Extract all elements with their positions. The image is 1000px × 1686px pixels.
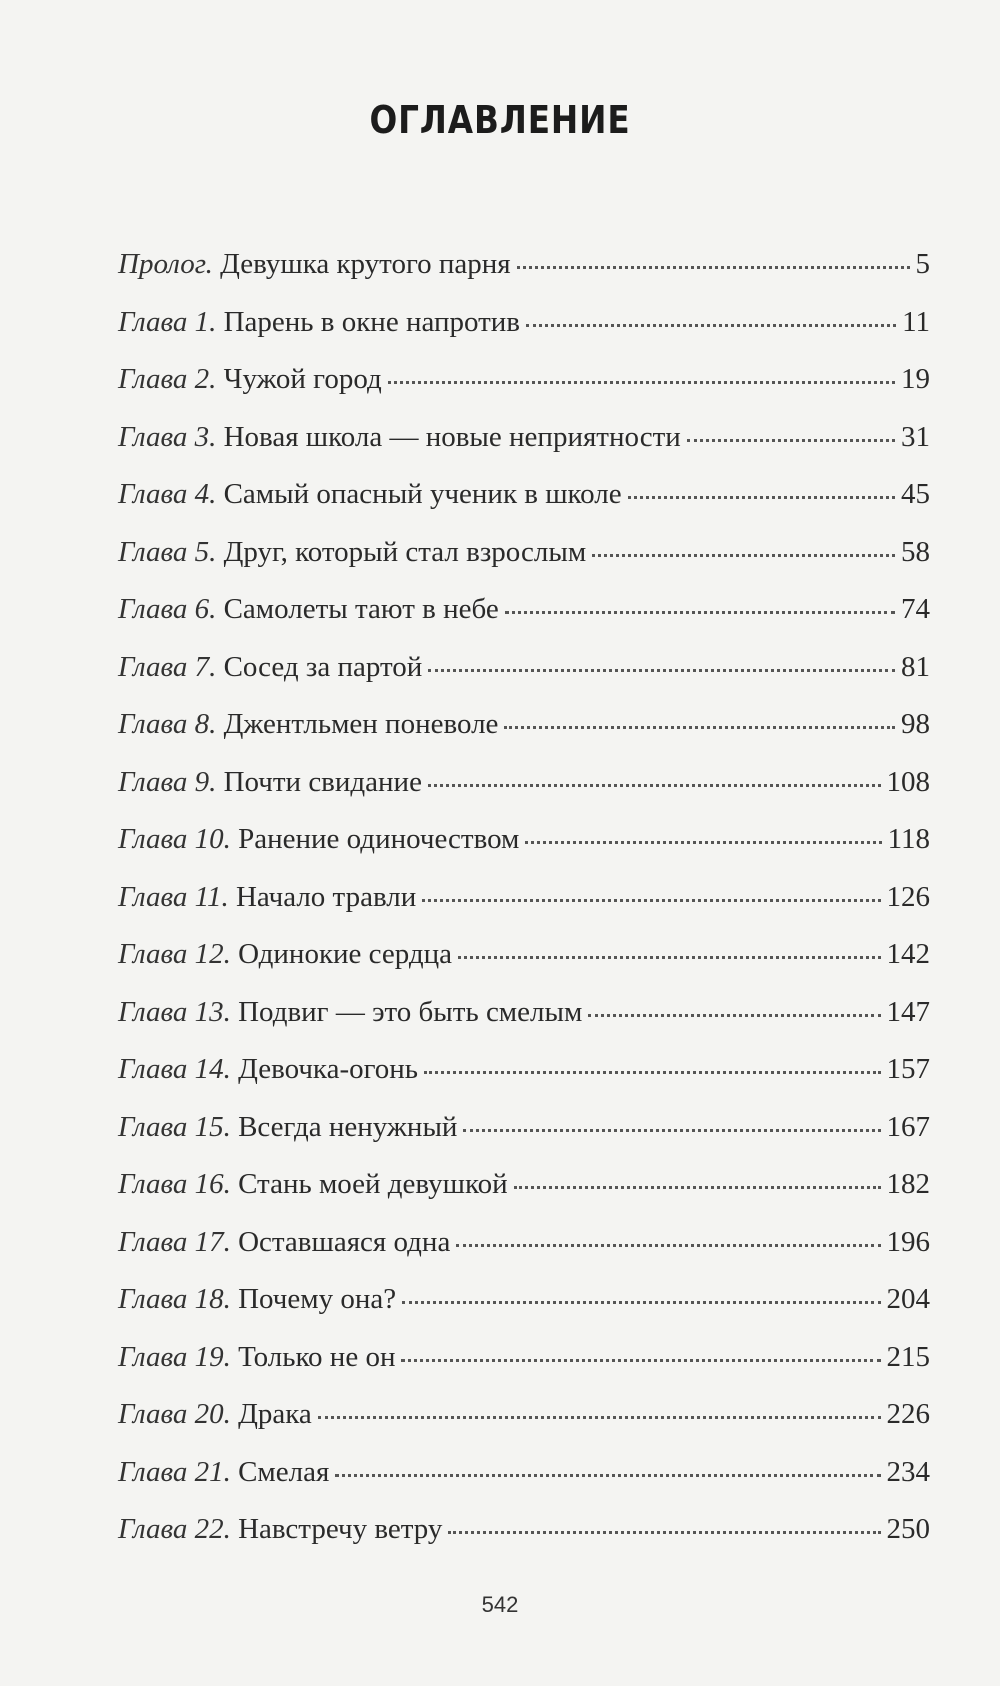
entry-page-number: 157 bbox=[886, 1053, 930, 1085]
entry-page-number: 5 bbox=[915, 248, 930, 280]
entry-label: Глава 4. bbox=[118, 478, 217, 510]
dot-leader bbox=[517, 265, 910, 269]
entry-title: Самолеты тают в небе bbox=[223, 593, 499, 625]
entry-page-number: 11 bbox=[902, 305, 930, 338]
dot-leader bbox=[463, 1128, 880, 1132]
entry-title: Самый опасный ученик в школе bbox=[223, 478, 622, 510]
toc-entry bbox=[118, 1271, 930, 1329]
entry-title: Всегда ненужный bbox=[238, 1110, 458, 1143]
dot-leader bbox=[388, 380, 895, 384]
dot-leader bbox=[402, 1300, 880, 1304]
dot-leader bbox=[526, 323, 896, 327]
entry-page-number: 196 bbox=[886, 1225, 930, 1258]
entry-title: Стань моей девушкой bbox=[238, 1168, 508, 1200]
entry-label: Глава 15. bbox=[118, 1110, 231, 1143]
dot-leader bbox=[687, 438, 895, 442]
dot-leader bbox=[458, 955, 880, 959]
dot-leader bbox=[428, 783, 881, 787]
dot-leader bbox=[335, 1473, 880, 1477]
dot-leader bbox=[318, 1415, 881, 1419]
entry-page-number: 45 bbox=[901, 478, 930, 510]
toc-entry bbox=[118, 1099, 930, 1157]
entry-title: Смелая bbox=[238, 1455, 330, 1488]
entry-page-number: 108 bbox=[886, 765, 930, 798]
toc-entry bbox=[118, 466, 930, 524]
toc-entry bbox=[118, 1041, 930, 1099]
toc-entry bbox=[118, 236, 930, 294]
entry-title: Одинокие сердца bbox=[238, 938, 453, 970]
toc-entry bbox=[118, 1386, 930, 1444]
entry-title: Почти свидание bbox=[223, 765, 422, 798]
dot-leader bbox=[424, 1070, 880, 1074]
toc-entry bbox=[118, 1214, 930, 1272]
page-number-footer: 542 bbox=[481, 1592, 519, 1617]
entry-page-number: 167 bbox=[886, 1110, 930, 1143]
entry-label: Глава 12. bbox=[118, 938, 231, 970]
dot-leader bbox=[514, 1185, 881, 1189]
dot-leader bbox=[422, 898, 880, 902]
toc-entry bbox=[118, 754, 930, 812]
entry-page-number: 234 bbox=[886, 1455, 930, 1488]
entry-title: Джентльмен поневоле bbox=[223, 708, 499, 740]
entry-title: Новая школа — новые неприятности bbox=[223, 420, 681, 453]
entry-label: Глава 13. bbox=[118, 995, 231, 1028]
entry-page-number: 31 bbox=[901, 420, 930, 453]
toc-entry bbox=[118, 926, 930, 984]
entry-label: Глава 21. bbox=[118, 1455, 231, 1488]
toc-entry bbox=[118, 1501, 930, 1559]
table-of-contents bbox=[118, 236, 930, 1559]
entry-title: Начало травли bbox=[235, 880, 417, 913]
page-title: ОГЛАВЛЕНИЕ bbox=[369, 98, 631, 142]
entry-page-number: 74 bbox=[901, 593, 930, 625]
entry-page-number: 204 bbox=[886, 1283, 930, 1315]
entry-title: Девочка-огонь bbox=[238, 1053, 419, 1085]
dot-leader bbox=[592, 553, 895, 557]
entry-title: Почему она? bbox=[238, 1283, 397, 1315]
entry-page-number: 142 bbox=[886, 938, 930, 970]
entry-title: Сосед за партой bbox=[223, 650, 423, 683]
dot-leader bbox=[505, 610, 895, 614]
entry-page-number: 147 bbox=[886, 995, 930, 1028]
entry-title: Девушка крутого парня bbox=[220, 248, 511, 280]
toc-entry bbox=[118, 639, 930, 697]
entry-title: Ранение одиночеством bbox=[238, 823, 520, 855]
entry-label: Глава 1. bbox=[118, 305, 217, 338]
dot-leader bbox=[456, 1243, 880, 1247]
entry-label: Глава 5. bbox=[118, 535, 217, 568]
entry-label: Глава 2. bbox=[118, 363, 217, 395]
dot-leader bbox=[428, 668, 895, 672]
entry-title: Только не он bbox=[238, 1340, 396, 1373]
entry-label: Глава 7. bbox=[118, 650, 217, 683]
entry-title: Чужой город bbox=[223, 363, 382, 395]
toc-entry bbox=[118, 869, 930, 927]
entry-label: Глава 19. bbox=[118, 1340, 231, 1373]
entry-page-number: 215 bbox=[886, 1340, 930, 1373]
entry-page-number: 226 bbox=[886, 1398, 930, 1430]
dot-leader bbox=[401, 1358, 880, 1362]
dot-leader bbox=[525, 840, 881, 844]
toc-entry bbox=[118, 1444, 930, 1502]
entry-title: Драка bbox=[238, 1398, 312, 1430]
entry-label: Глава 10. bbox=[118, 823, 231, 855]
entry-title: Парень в окне напротив bbox=[223, 305, 520, 338]
toc-entry bbox=[118, 696, 930, 754]
entry-page-number: 126 bbox=[886, 880, 930, 913]
entry-label: Глава 6. bbox=[118, 593, 217, 625]
toc-entry bbox=[118, 294, 930, 352]
toc-entry bbox=[118, 409, 930, 467]
entry-label: Глава 20. bbox=[118, 1398, 231, 1430]
toc-entry bbox=[118, 1329, 930, 1387]
toc-entry bbox=[118, 811, 930, 869]
toc-entry bbox=[118, 1156, 930, 1214]
entry-label: Глава 11. bbox=[118, 880, 229, 913]
entry-title: Оставшаяся одна bbox=[238, 1225, 451, 1258]
dot-leader bbox=[628, 495, 895, 499]
entry-page-number: 250 bbox=[886, 1513, 930, 1545]
entry-page-number: 118 bbox=[887, 823, 930, 855]
entry-page-number: 19 bbox=[901, 363, 930, 395]
entry-label: Глава 3. bbox=[118, 420, 217, 453]
toc-entry bbox=[118, 581, 930, 639]
entry-label: Глава 9. bbox=[118, 765, 217, 798]
entry-label: Глава 8. bbox=[118, 708, 217, 740]
toc-entry bbox=[118, 984, 930, 1042]
entry-title: Подвиг — это быть смелым bbox=[238, 995, 583, 1028]
entry-label: Глава 14. bbox=[118, 1053, 231, 1085]
entry-label: Глава 18. bbox=[118, 1283, 231, 1315]
entry-page-number: 98 bbox=[901, 708, 930, 740]
entry-label: Глава 17. bbox=[118, 1225, 231, 1258]
dot-leader bbox=[588, 1013, 880, 1017]
entry-label: Глава 16. bbox=[118, 1168, 231, 1200]
toc-entry bbox=[118, 351, 930, 409]
entry-label: Пролог. bbox=[118, 248, 213, 280]
entry-title: Навстречу ветру bbox=[238, 1513, 443, 1545]
entry-page-number: 182 bbox=[886, 1168, 930, 1200]
toc-entry bbox=[118, 524, 930, 582]
entry-label: Глава 22. bbox=[118, 1513, 231, 1545]
entry-page-number: 81 bbox=[901, 650, 930, 683]
dot-leader bbox=[504, 725, 895, 729]
dot-leader bbox=[448, 1530, 880, 1534]
entry-title: Друг, который стал взрослым bbox=[223, 535, 587, 568]
entry-page-number: 58 bbox=[901, 535, 930, 568]
